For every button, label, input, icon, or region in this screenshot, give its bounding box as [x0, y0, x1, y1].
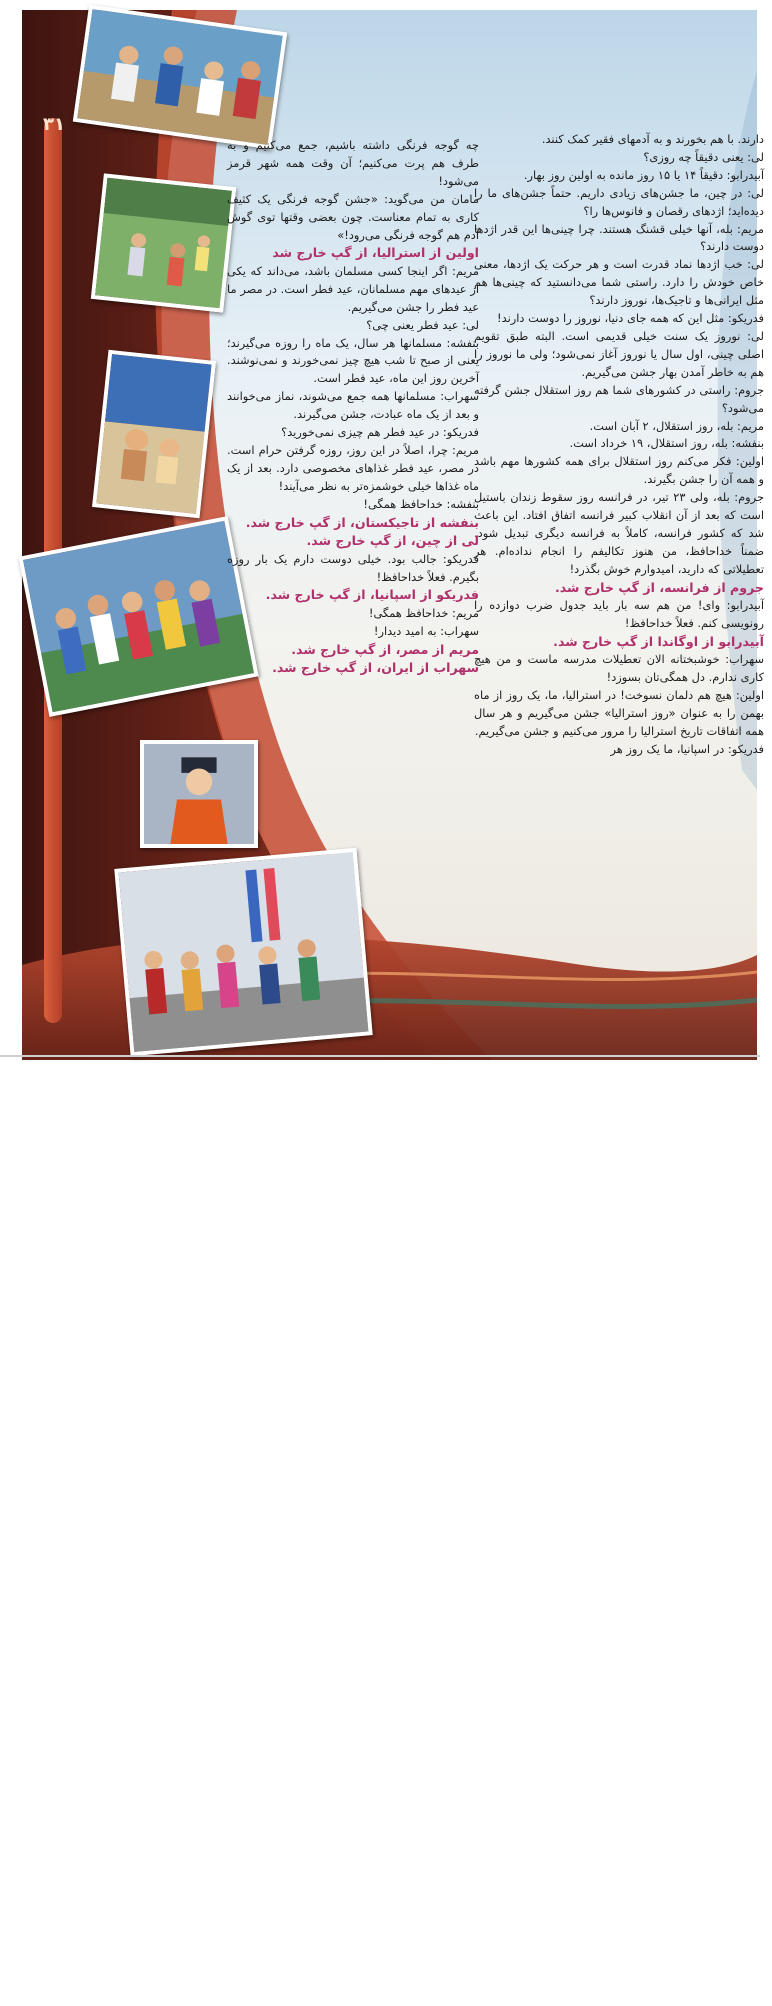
dialogue-line: بنفشه: بله، روز استقلال، ۱۹ خرداد است.: [569, 436, 764, 451]
dialogue-line: مامان من می‌گوید: «جشن گوجه فرنگی یک کثیف کاری به تمام معناست. چون بعضی وقتها توی گوش آدم هم گوجه فرنگی می‌رود!»: [227, 191, 479, 242]
exit-notice: سهراب از ایران، از گپ خارج شد.: [272, 660, 479, 676]
child-orange-coat-photo: [140, 740, 258, 848]
magazine-page: [22, 10, 764, 1060]
girls-field-photo: [91, 173, 236, 312]
dialogue-line: مریم: بله، روز استقلال، ۲ آبان است.: [589, 418, 764, 433]
dialogue-line: چه گوجه فرنگی داشته باشیم، جمع می‌کنیم و به طرف هم پرت می‌کنیم؛ آن وقت همه شهر قرمز می‌شود!: [227, 138, 479, 188]
dialogue-line: لی: یعنی دقیقاً چه روزی؟: [643, 149, 764, 164]
dialogue-line: بنفشه: خداحافظ همگی!: [363, 496, 479, 511]
schoolchildren-photo: [114, 848, 372, 1056]
dialogue-line: اولین: فکر می‌کنم روز استقلال برای همه کشورها مهم باشد و همه آن را جشن بگیرند.: [474, 454, 764, 487]
dialogue-line: لی: نوروز یک سنت خیلی قدیمی است. البته طبق تقویم اصلی چینی، اول سال یا نوروز آغاز نمی‌شود؛ ولی ما نوروز را هم به خاطر آمدن بهار جشن می‌گیریم.: [474, 328, 764, 379]
dialogue-line: دارند. با هم بخورند و به آدمهای فقیر کمک کنند.: [541, 132, 764, 146]
exit-notice: مریم از مصر، از گپ خارج شد.: [291, 641, 479, 657]
left-text-column: [227, 137, 479, 678]
dialogue-line: جروم: راستی در کشورهای شما هم روز استقلال جشن گرفته می‌شود؟: [474, 382, 764, 415]
dialogue-line: آبیدرابو: دقیقاً ۱۴ یا ۱۵ روز مانده به اولین روز بهار.: [523, 167, 764, 182]
dialogue-line: مریم: اگر اینجا کسی مسلمان باشد، می‌داند که یکی از عیدهای مهم مسلمانان، عید فطر است. در مصر ما عید فطر را جشن می‌گیریم.: [227, 263, 479, 314]
dialogue-line: مریم: بله، آنها خیلی قشنگ هستند. چرا چینی‌ها این قدر اژدها دوست دارند؟: [474, 221, 764, 254]
dialogue-line: لی: خب اژدها نماد قدرت است و هر حرکت یک اژدها، معنی خاص خودش را دارد. راستی شما می‌دانستید که چینی‌ها هم مثل ایرانی‌ها و تاجیک‌ها، نوروز دارند؟: [474, 257, 764, 308]
exit-notice: اولین از استرالیا، از گپ خارج شد: [272, 245, 479, 261]
dialogue-line: لی: عید فطر یعنی چی؟: [366, 317, 479, 332]
dialogue-line: فدریکو: مثل این که همه جای دنیا، نوروز را دوست دارند!: [497, 311, 764, 326]
exit-notice: فدریکو از اسپانیا، از گپ خارج شد.: [265, 587, 479, 603]
dialogue-line: فدریکو: در عید فطر هم چیزی نمی‌خورید؟: [281, 425, 479, 440]
dialogue-line: فدریکو: در اسپانیا، ما یک روز هر: [610, 742, 764, 756]
dialogue-line: جروم: بله، ولی ۲۳ تیر، در فرانسه روز سقوط زندان باستیل است که بعد از آن انقلاب کبیر فرانسه اتفاق افتاد. این باعث شد که کشور فرانسه، کاملاً به فرانسه دیگری تبدیل شود. ضمناً خداحافظ، من هنوز تکالیفم را انجام نداده‌ام. هر تعطیلاتی که دارید، امیدوارم خوش بگذرد!: [474, 490, 764, 576]
dialogue-line: سهراب: مسلمانها همه جمع می‌شوند، نماز می‌خوانند و بعد از یک ماه عبادت، جشن می‌گیرند.: [227, 389, 479, 422]
page-number: ۳۱: [43, 114, 65, 135]
exit-notice: جروم از فرانسه، از گپ خارج شد.: [554, 579, 764, 595]
scan-edge-line: [0, 1055, 760, 1057]
exit-notice: لی از چین، از گپ خارج شد.: [306, 533, 479, 549]
kids-beach-photo: [92, 350, 216, 518]
dialogue-line: آبیدرابو: وای! من هم سه بار باید جدول ضرب دوازده را رونویسی کنم. فعلاً خداحافظ!: [474, 598, 764, 631]
dialogue-line: سهراب: خوشبختانه الان تعطیلات مدرسه ماست و من هیچ کاری ندارم. دل همگی‌تان بسوزد!: [474, 652, 764, 685]
dialogue-line: مریم: چرا، اصلاً در این روز، روزه گرفتن حرام است. در مصر، عید فطر غذاهای مخصوصی دارد. بعد از یک ماه غذاها خیلی خوشمزه‌تر به نظر می‌آیند!: [227, 443, 479, 493]
dialogue-line: مریم: خداحافظ همگی!: [368, 605, 479, 620]
dialogue-line: اولین: هیچ هم دلمان نسوخت! در استرالیا، ما، یک روز از ماه بهمن را به عنوان «روز استرالیا» جشن می‌گیریم و هر سال همه اتفاقات تاریخ استرالیا را مرور می‌کنیم و جشن می‌گیریم.: [474, 688, 764, 739]
right-text-column: [474, 131, 764, 759]
dialogue-line: فدریکو: جالب بود. خیلی دوست دارم یک بار روزه بگیرم. فعلاً خداحافظ!: [227, 551, 479, 584]
exit-notice: بنفشه از تاجیکستان، از گپ خارج شد.: [245, 514, 479, 530]
dialogue-line: لی: در چین، ما جشن‌های زیادی داریم. حتماً جشن‌های ما را دیده‌اید؛ اژدهای رقصان و فانوس‌ها را؟: [474, 185, 764, 218]
exit-notice: آبیدرابو از اوگاندا از گپ خارج شد.: [553, 633, 764, 649]
dialogue-line: سهراب: به امید دیدار!: [373, 623, 479, 638]
dialogue-line: بنفشه: مسلمانها هر سال، یک ماه را روزه می‌گیرند؛ یعنی از صبح تا شب هیچ چیز نمی‌خورند و نمی‌نوشند. آخرین روز این ماه، عید فطر است.: [227, 335, 479, 386]
